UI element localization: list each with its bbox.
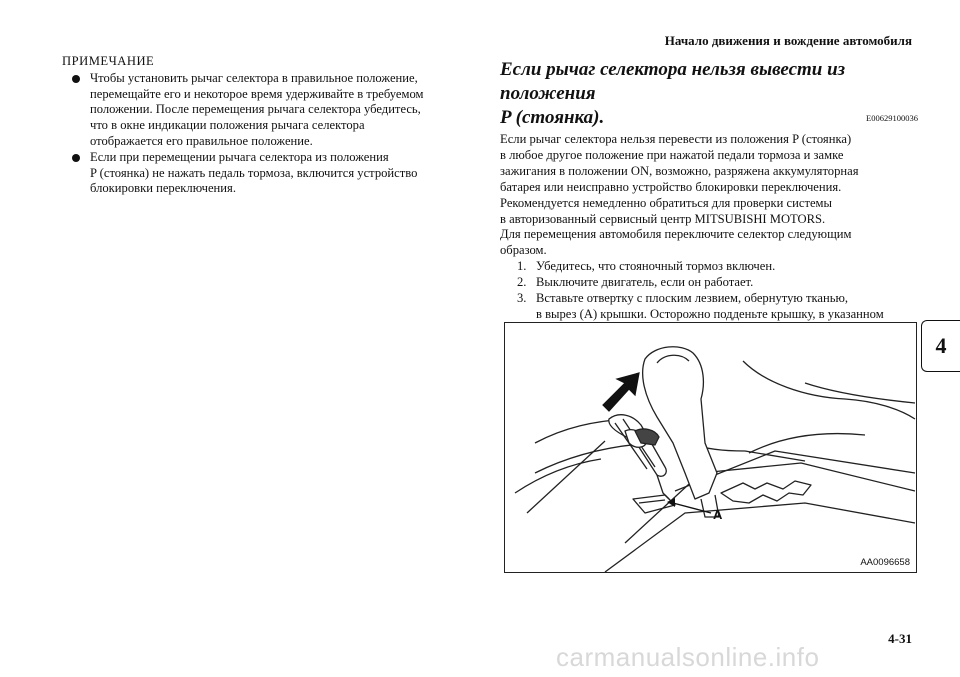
- note-bullet: [62, 150, 462, 197]
- note-bullet: [62, 71, 462, 150]
- illustration-drawing: [505, 323, 916, 572]
- paragraph-line: в авторизованный сервисный центр MITSUBISHI MOTORS.: [500, 211, 826, 226]
- bullet-line: блокировки переключения.: [90, 181, 236, 196]
- step-number: 1.: [517, 259, 527, 274]
- bullet-dot-icon: [72, 75, 80, 83]
- section-title: [500, 58, 920, 130]
- callout-a-label: A: [713, 507, 723, 522]
- step-line: Вставьте отвертку с плоским лезвием, обернутую тканью,: [536, 291, 849, 306]
- paragraph-line: батарея или неисправно устройство блокировки переключения.: [500, 179, 842, 194]
- bullet-line: Если при перемещении рычага селектора из положения: [90, 149, 389, 164]
- watermark-text: carmanualsonline.info: [556, 642, 820, 672]
- section-paragraph: [500, 132, 920, 339]
- bullet-line: Чтобы установить рычаг селектора в правильное положение,: [90, 70, 418, 85]
- step-number: 2.: [517, 275, 527, 290]
- paragraph-line: образом.: [500, 243, 547, 258]
- step-line: в вырез (A) крышки. Осторожно подденьте крышку, в указанном: [536, 306, 884, 321]
- title-text: P (стоянка).: [500, 107, 605, 128]
- paragraph-line: Для перемещения автомобиля переключите селектор следующим: [500, 227, 852, 242]
- step-line: Убедитесь, что стояночный тормоз включен.: [536, 259, 776, 274]
- figure-code: AA0096658: [860, 557, 910, 568]
- shift-lock-release-illustration: [504, 322, 917, 573]
- note-heading: ПРИМЕЧАНИЕ: [62, 54, 155, 68]
- page-number: 4-31: [888, 631, 912, 646]
- paragraph-line: зажигания в положении ON, возможно, разряжена аккумуляторная: [500, 163, 859, 178]
- note-block: [62, 54, 462, 197]
- title-line: [500, 106, 920, 130]
- paragraph-line: Если рычаг селектора нельзя перевести из положения P (стоянка): [500, 132, 852, 146]
- title-line: Если рычаг селектора нельзя вывести из положения: [500, 59, 846, 104]
- bullet-dot-icon: [72, 154, 80, 162]
- running-header: Начало движения и вождение автомобиля: [664, 33, 912, 48]
- bullet-line: P (стоянка) не нажать педаль тормоза, включится устройство: [90, 165, 418, 180]
- step-number: 3.: [517, 291, 527, 306]
- paragraph-line: в любое другое положение при нажатой педали тормоза и замке: [500, 147, 844, 162]
- step-line: Выключите двигатель, если он работает.: [536, 275, 754, 290]
- step-item: [500, 275, 920, 291]
- bullet-line: что в окне индикации положения рычага селектора: [90, 118, 365, 133]
- chapter-tab: 4: [921, 320, 960, 372]
- section-code: E00629100036: [866, 113, 918, 123]
- bullet-line: положении. После перемещения рычага селектора убедитесь,: [90, 102, 421, 117]
- bullet-line: отображается его правильное положение.: [90, 133, 313, 148]
- paragraph-line: Рекомендуется немедленно обратиться для проверки системы: [500, 195, 832, 210]
- bullet-line: перемещайте его и некоторое время удерживайте в требуемом: [90, 86, 424, 101]
- step-item: [500, 259, 920, 275]
- section-block: [500, 58, 920, 339]
